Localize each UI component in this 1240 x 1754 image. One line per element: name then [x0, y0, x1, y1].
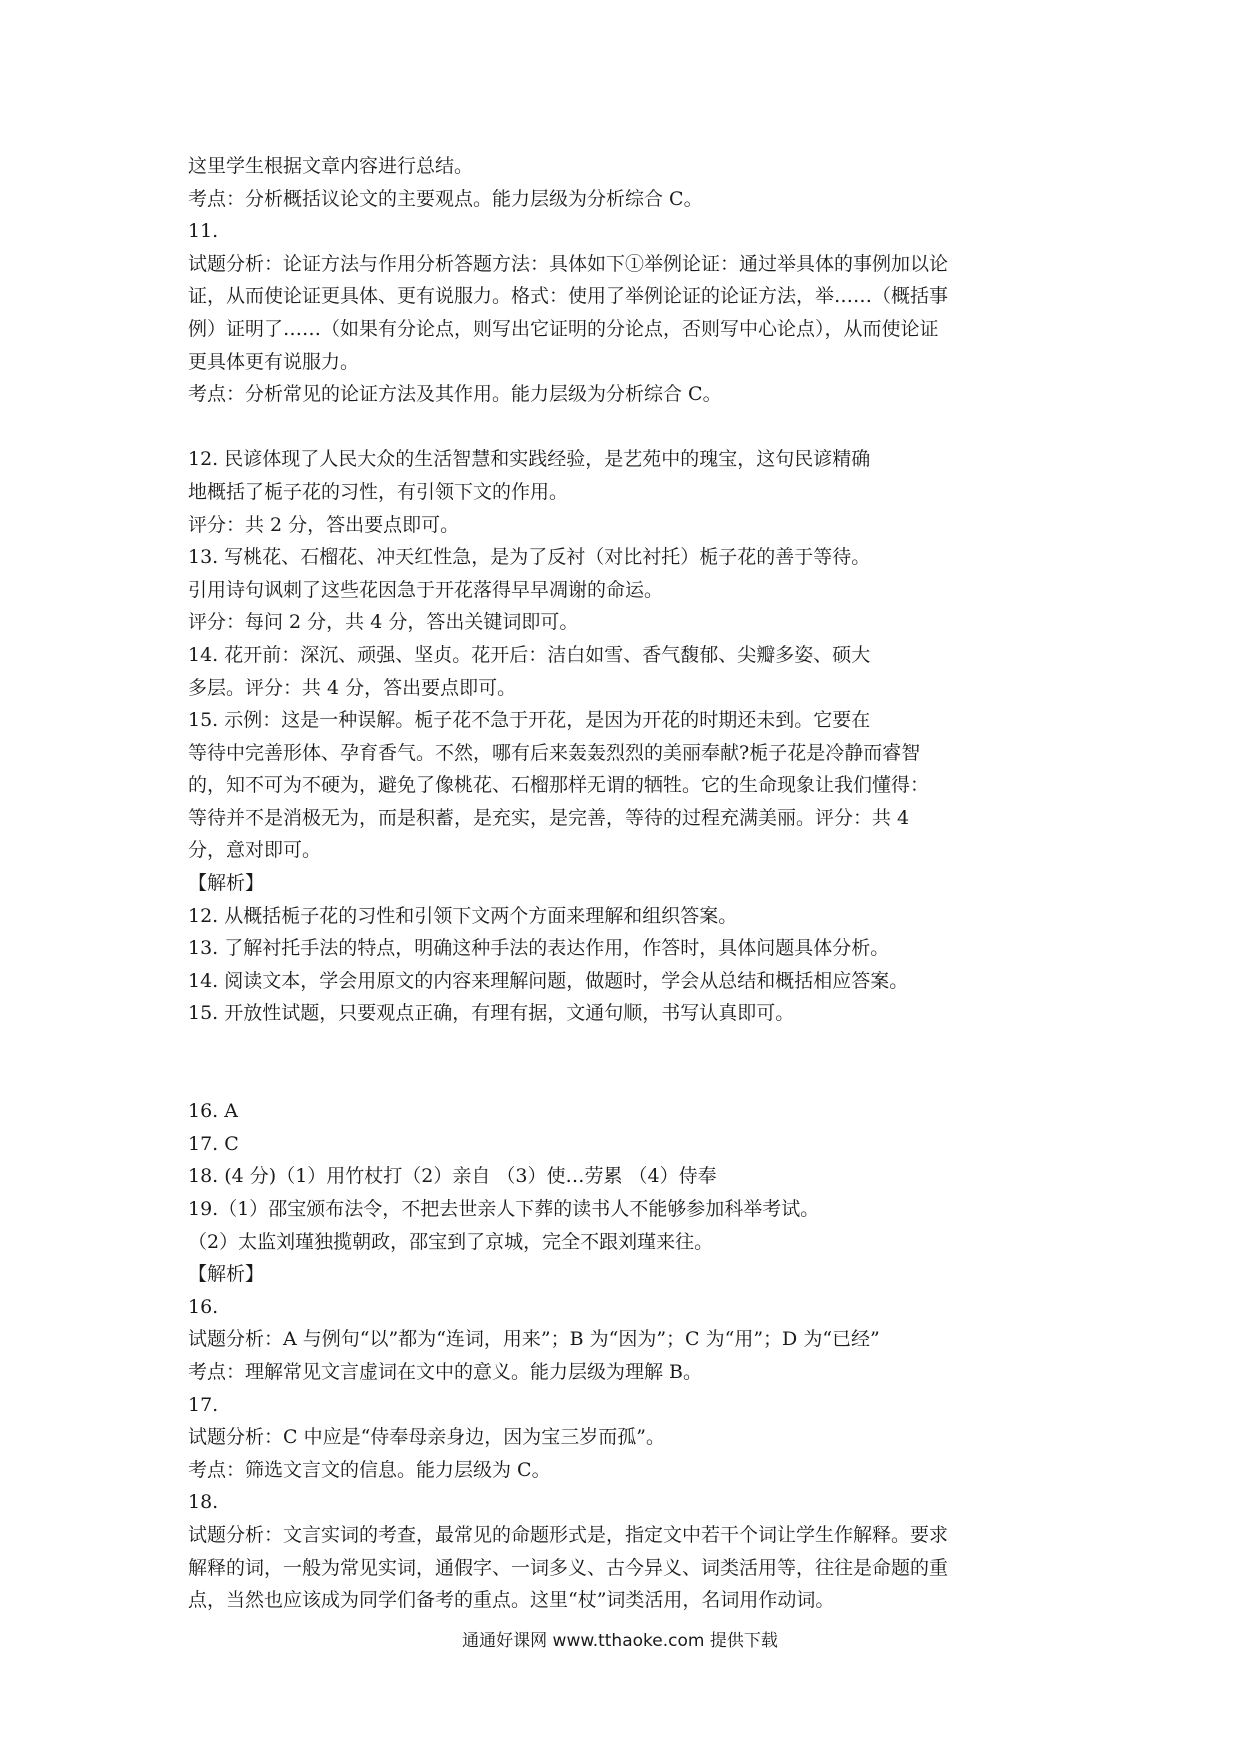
- text-line: 评分：共 2 分，答出要点即可。: [188, 513, 460, 536]
- text-line: 19.（1）邵宝颁布法令，不把去世亲人下葬的读书人不能够参加科举考试。: [188, 1198, 820, 1220]
- text-line: 11.: [188, 220, 219, 243]
- text-line: 试题分析：文言实词的考查，最常见的命题形式是，指定文中若干个词让学生作解释。要求: [188, 1523, 949, 1546]
- blank-line: [188, 1063, 1068, 1096]
- text-line: 地概括了栀子花的习性，有引领下文的作用。: [188, 480, 569, 503]
- blank-line: [188, 1030, 1068, 1063]
- text-line: 分，意对即可。: [188, 839, 322, 862]
- text-line: 等待并不是消极无为，而是积蓄，是充实，是完善，等待的过程充满美丽。评分：共 4: [188, 806, 910, 829]
- text-line: 18. (4 分)（1）用竹杖打（2）亲自 （3）使…劳累 （4）侍奉: [188, 1165, 717, 1188]
- text-line: 15. 示例：这是一种误解。栀子花不急于开花，是因为开花的时期还未到。它要在: [188, 709, 871, 732]
- text-line: 16. A: [188, 1100, 238, 1123]
- text-line: 17.: [188, 1393, 219, 1416]
- text-line: 证，从而使论证更具体、更有说服力。格式：使用了举例论证的论证方法，举……（概括事: [188, 285, 949, 308]
- text-line: 解释的词，一般为常见实词，通假字、一词多义、古今异义、词类活用等，往往是命题的重: [188, 1556, 949, 1579]
- blank-line: [188, 411, 1068, 444]
- text-line: 18.: [188, 1491, 219, 1514]
- text-line: 例）证明了……（如果有分论点，则写出它证明的分论点，否则写中心论点），从而使论证: [188, 317, 939, 340]
- text-line: 考点：理解常见文言虚词在文中的意义。能力层级为理解 B。: [188, 1360, 703, 1383]
- text-line: 试题分析：A 与例句“以”都为“连词，用来”；B 为“因为”；C 为“用”；D 为“已经”: [188, 1328, 880, 1351]
- text-line: 13. 了解衬托手法的特点，明确这种手法的表达作用，作答时，具体问题具体分析。: [188, 937, 890, 960]
- text-line: 多层。评分：共 4 分，答出要点即可。: [188, 676, 517, 699]
- answer-text-body: [188, 150, 1068, 1617]
- text-line: 考点：分析常见的论证方法及其作用。能力层级为分析综合 C。: [188, 383, 722, 406]
- text-line: 这里学生根据文章内容进行总结。: [188, 155, 474, 177]
- text-line: 的，知不可为不硬为，避免了像桃花、石榴那样无谓的牺牲。它的生命现象让我们懂得：: [188, 774, 930, 797]
- text-line: 14. 花开前：深沉、顽强、坚贞。花开后：洁白如雪、香气馥郁、尖瓣多姿、硕大: [188, 643, 871, 666]
- text-line: 更具体更有说服力。: [188, 350, 360, 373]
- text-line: （2）太监刘瑾独揽朝政，邵宝到了京城，完全不跟刘瑾来往。: [188, 1230, 714, 1253]
- text-line: 【解析】: [188, 872, 265, 895]
- text-line: 考点：筛选文言文的信息。能力层级为 C。: [188, 1458, 551, 1481]
- text-line: 16.: [188, 1295, 219, 1318]
- text-line: 试题分析：C 中应是“侍奉母亲身边，因为宝三岁而孤”。: [188, 1426, 666, 1449]
- text-line: 评分：每问 2 分，共 4 分，答出关键词即可。: [188, 611, 579, 634]
- text-line: 考点：分析概括议论文的主要观点。能力层级为分析综合 C。: [188, 187, 703, 210]
- text-line: 12. 民谚体现了人民大众的生活智慧和实践经验，是艺苑中的瑰宝，这句民谚精确: [188, 448, 871, 471]
- text-line: 等待中完善形体、孕育香气。不然，哪有后来轰轰烈烈的美丽奉献?栀子花是冷静而睿智: [188, 741, 921, 764]
- text-line: 12. 从概括栀子花的习性和引领下文两个方面来理解和组织答案。: [188, 904, 738, 927]
- text-line: 引用诗句讽刺了这些花因急于开花落得早早凋谢的命运。: [188, 578, 664, 601]
- text-line: 13. 写桃花、石榴花、冲天红性急，是为了反衬（对比衬托）栀子花的善于等待。: [188, 546, 871, 569]
- text-line: 试题分析：论证方法与作用分析答题方法：具体如下①举例论证：通过举具体的事例加以论: [188, 252, 949, 275]
- text-line: 【解析】: [188, 1263, 265, 1286]
- text-line: 点，当然也应该成为同学们备考的重点。这里“杖”词类活用，名词用作动词。: [188, 1589, 835, 1612]
- text-line: 15. 开放性试题，只要观点正确，有理有据，文通句顺，书写认真即可。: [188, 1002, 795, 1025]
- text-line: 17. C: [188, 1132, 239, 1155]
- page-footer: 通通好课网 www.tthaoke.com 提供下载: [462, 1631, 778, 1651]
- text-line: 14. 阅读文本，学会用原文的内容来理解问题，做题时，学会从总结和概括相应答案。: [188, 969, 909, 992]
